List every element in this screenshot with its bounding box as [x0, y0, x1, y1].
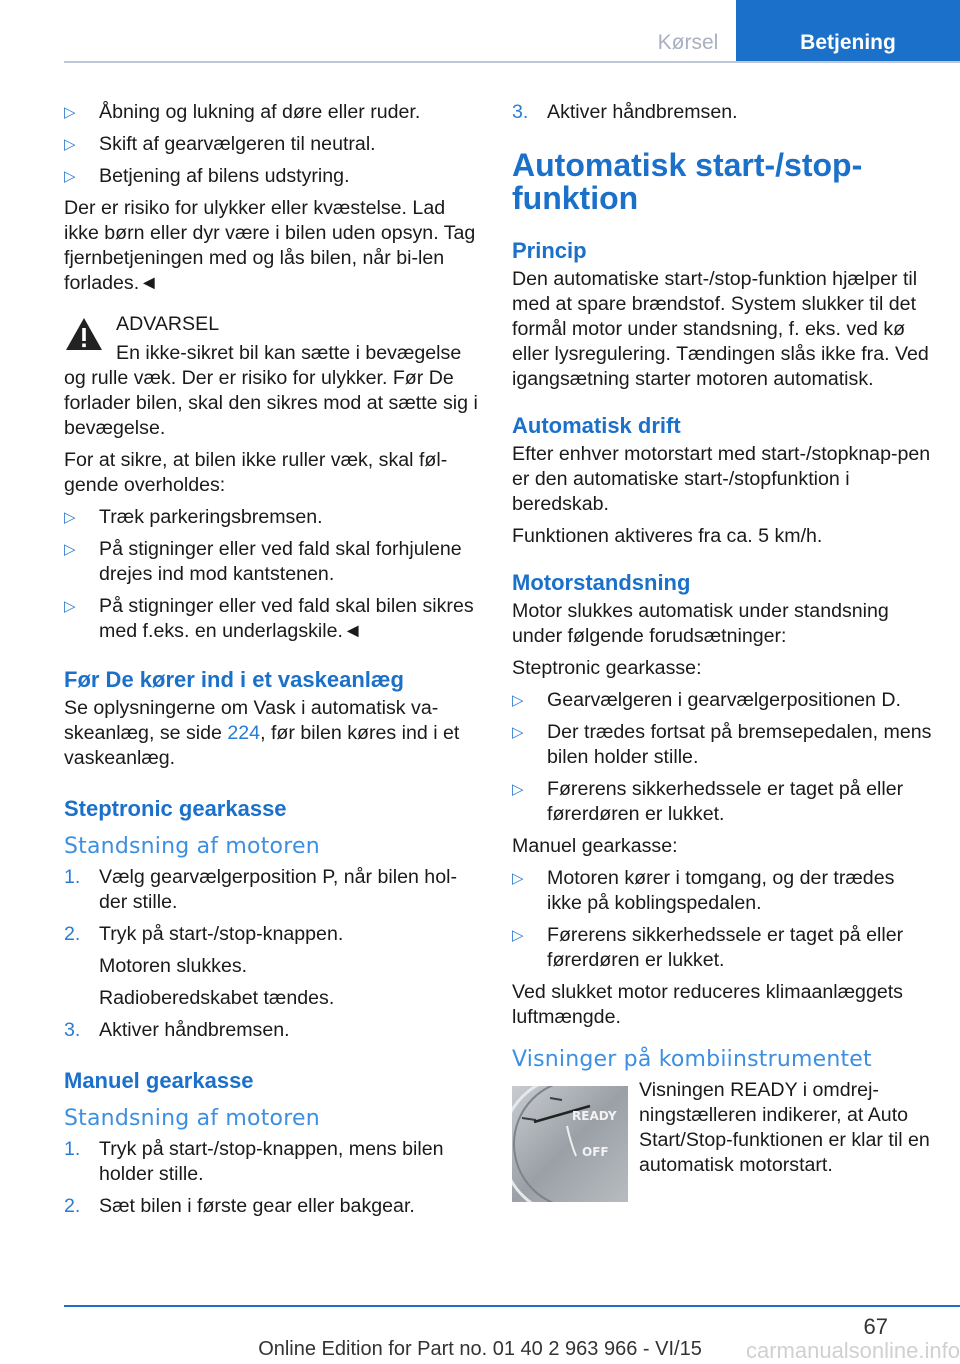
step-item: 2. Sæt bilen i første gear eller bakgear. [64, 1195, 415, 1217]
step-item: 1. Vælg gearvælgerposition P, når bilen hol-der stille. [64, 866, 457, 913]
steptronic-label: Steptronic gearkasse: [512, 657, 702, 679]
page-link[interactable]: 224 [227, 722, 261, 744]
triangle-bullet-icon: ▷ [512, 927, 524, 944]
list-item: ▷ Førerens sikkerhedssele er taget på eller førerdøren er lukket. [512, 778, 904, 825]
right-column [512, 100, 932, 1185]
warning-triangle-icon [64, 316, 104, 352]
princip-paragraph: Den automatiske start-/stop-funktion hjælper til med at spare brændstof. System slukker til det formål motor under standsning, f. eks. ved kø eller lysregulering. Tændingen slås ikke fra. Ved igangsætning starter motoren automatisk. [512, 268, 929, 390]
risk-paragraph: Der er risiko for ulykker eller kvæstelse. Lad ikke børn eller dyr være i bilen uden opsyn. Tag fjernbetjeningen med og lås bilen, når bi-len forlades.◄ [64, 197, 476, 294]
page-number: 67 [863, 1314, 888, 1339]
triangle-bullet-icon: ▷ [512, 724, 524, 741]
gauge-off-label: OFF [582, 1145, 609, 1159]
heading-manuel: Manuel gearkasse [64, 1068, 254, 1093]
list-item: ▷ På stigninger eller ved fald skal forhjulene drejes ind mod kantstenen. [64, 538, 462, 585]
step-note: Radioberedskabet tændes. [99, 987, 335, 1009]
footer-divider [64, 1305, 960, 1307]
triangle-bullet-icon: ▷ [64, 104, 76, 121]
tachometer-ready-image [512, 1086, 628, 1202]
wash-paragraph: Se oplysningerne om Vask i automatisk va-skeanlæg, se side 224, før bilen køres ind i et vaskeanlæg. [64, 697, 460, 769]
heading-drift: Automatisk drift [512, 413, 681, 438]
list-item: ▷ Åbning og lukning af døre eller ruder. [64, 101, 421, 123]
heading-visninger: Visninger på kombiinstrumentet [512, 1047, 872, 1072]
tab-betjening[interactable]: Betjening [736, 0, 960, 62]
list-item: ▷ Skift af gearvælgeren til neutral. [64, 133, 376, 155]
tab-korsel[interactable]: Kørsel [657, 31, 719, 54]
heading-steptronic: Steptronic gearkasse [64, 796, 287, 821]
warning-title: ADVARSEL [116, 313, 220, 335]
triangle-bullet-icon: ▷ [512, 870, 524, 887]
triangle-bullet-icon: ▷ [512, 781, 524, 798]
list-item: ▷ Motoren kører i tomgang, og der trædes ikke på koblingspedalen. [512, 867, 895, 914]
heading-princip: Princip [512, 238, 587, 263]
list-item: ▷ Gearvælgeren i gearvælgerpositionen D. [512, 689, 901, 711]
triangle-bullet-icon: ▷ [64, 509, 76, 526]
header-divider [64, 61, 960, 63]
list-item: ▷ Førerens sikkerhedssele er taget på eller førerdøren er lukket. [512, 924, 904, 971]
gauge-ready-label: READY [572, 1109, 617, 1123]
display-section [512, 1078, 932, 1178]
triangle-bullet-icon: ▷ [64, 168, 76, 185]
heading-wash: Før De kører ind i et vaskeanlæg [64, 667, 404, 692]
triangle-bullet-icon: ▷ [64, 598, 76, 615]
manuel-label: Manuel gearkasse: [512, 835, 678, 857]
warning-text: En ikke-sikret bil kan sætte i bevægelse og rulle væk. Der er risiko for ulykker. Før De forlader bilen, skal den sikres mod at sætte sig i bevægelse. [64, 342, 478, 439]
motor-paragraph: Motor slukkes automatisk under standsning under følgende forudsætninger: [512, 600, 889, 647]
step-note: Motoren slukkes. [99, 955, 248, 977]
step-item: 1. Tryk på start-/stop-knappen, mens bilen holder stille. [64, 1138, 444, 1185]
display-paragraph: Visningen READY i omdrej-ningstælleren indikerer, at Auto Start/Stop-funktionen er klar til en automatisk motorstart. [639, 1079, 930, 1176]
triangle-bullet-icon: ▷ [64, 541, 76, 558]
edition-line: Online Edition for Part no. 01 40 2 963 966 - VI/15 [258, 1338, 702, 1360]
step-item: 3. Aktiver håndbremsen. [64, 1019, 290, 1041]
list-item: ▷ Der trædes fortsat på bremsepedalen, mens bilen holder stille. [512, 721, 932, 768]
list-item: ▷ På stigninger eller ved fald skal bilen sikres med f.eks. en underlagskile.◄ [64, 595, 474, 642]
triangle-bullet-icon: ▷ [512, 692, 524, 709]
heading-stop-engine: Standsning af motoren [64, 834, 320, 859]
heading-motorstandsning: Motorstandsning [512, 570, 691, 595]
heading-stop-engine-2: Standsning af motoren [64, 1106, 320, 1131]
klima-paragraph: Ved slukket motor reduceres klimaanlæggets luftmængde. [512, 981, 903, 1028]
step-item: 2. Tryk på start-/stop-knappen. [64, 923, 344, 945]
drift-paragraph: Efter enhver motorstart med start-/stopknap-pen er den automatiske start-/stopfunktion i beredskab. [512, 443, 931, 515]
step-item: 3. Aktiver håndbremsen. [512, 101, 738, 123]
list-item: ▷ Betjening af bilens udstyring. [64, 165, 350, 187]
drift-paragraph-2: Funktionen aktiveres fra ca. 5 km/h. [512, 525, 823, 547]
secure-paragraph: For at sikre, at bilen ikke ruller væk, skal føl-gende overholdes: [64, 449, 448, 496]
heading-auto-start-stop: Automatisk start-/stop-funktion [512, 147, 863, 216]
warning-box [64, 312, 482, 441]
left-column [64, 100, 482, 1226]
watermark: carmanualsonline.info [745, 1338, 960, 1363]
triangle-bullet-icon: ▷ [64, 136, 76, 153]
list-item: ▷ Træk parkeringsbremsen. [64, 506, 323, 528]
